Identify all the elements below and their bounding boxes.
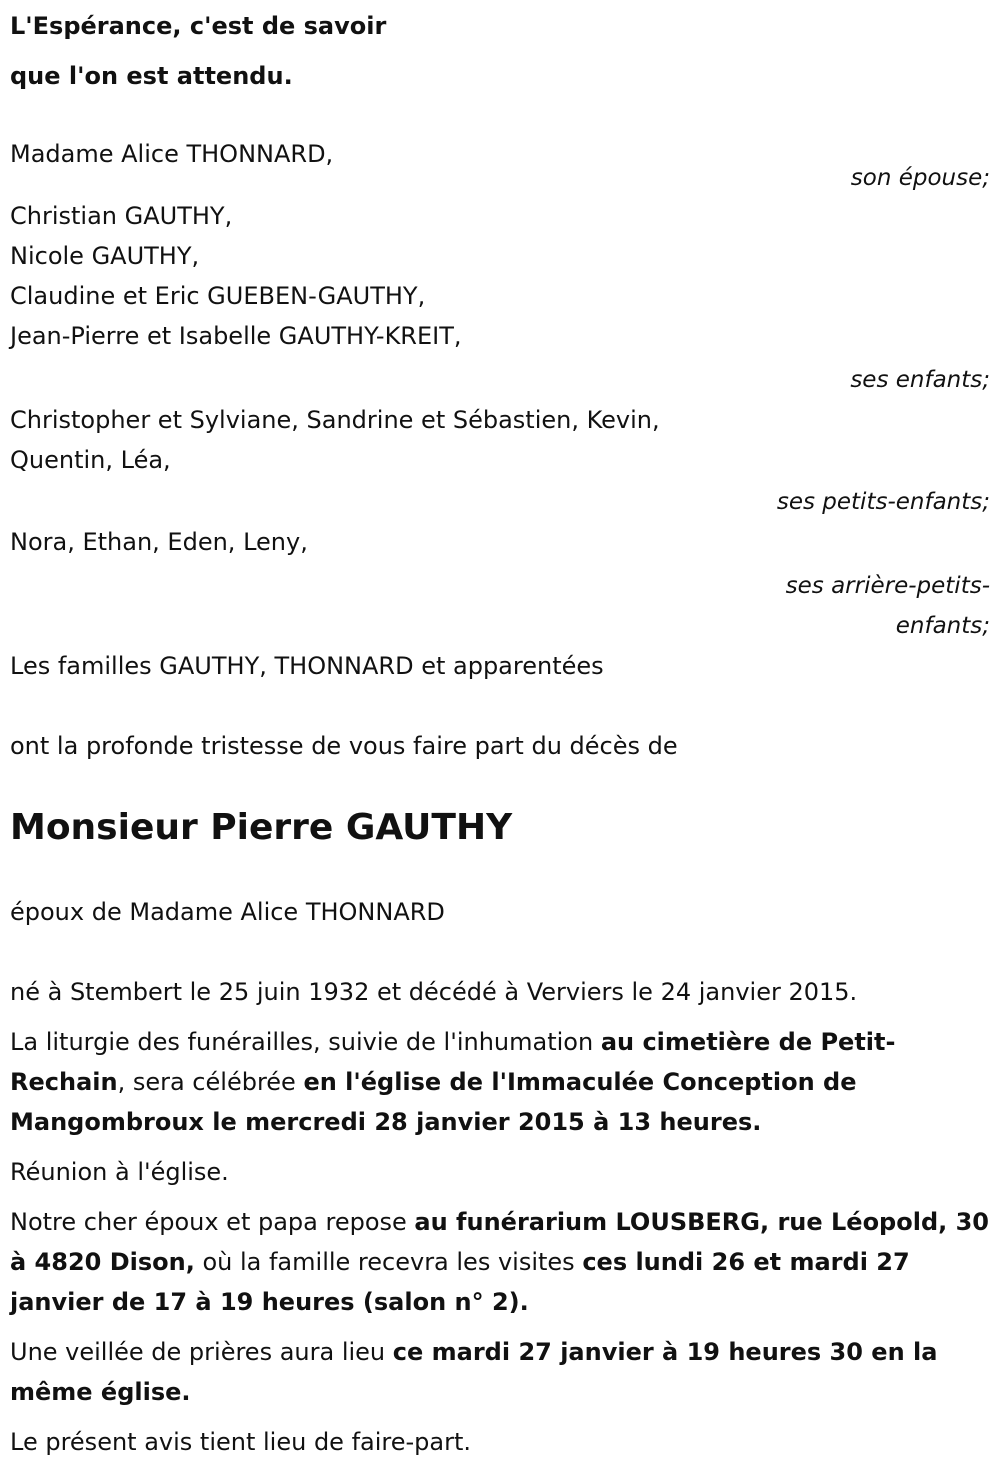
funeral-text-1: La liturgie des funérailles, suivie de l'inhumation (10, 1028, 601, 1056)
grandchildren-line-2: Quentin, Léa, (10, 446, 171, 474)
spouse-role: son épouse; (850, 165, 990, 191)
vigil-details: ce mardi 27 janvier à 19 heures 30 en la même église. (10, 1338, 938, 1406)
deceased-name: Monsieur Pierre GAUTHY (10, 807, 513, 848)
child-1: Christian GAUTHY, (10, 202, 233, 230)
funeral-cemetery: au cimetière de Petit-Rechain (10, 1028, 896, 1096)
announcement: ont la profonde tristesse de vous faire part du décès de (10, 732, 678, 760)
spouse-name: Madame Alice THONNARD, (10, 140, 334, 168)
quote (10, 1, 990, 101)
funeral-paragraph (10, 1022, 990, 1142)
grandchildren-role: ses petits-enfants; (776, 489, 990, 515)
visits-text-2: où la famille recevra les visites (194, 1248, 583, 1276)
great-grandchildren-role-2: enfants; (895, 613, 990, 639)
child-2: Nicole GAUTHY, (10, 242, 200, 270)
children-role: ses enfants; (850, 367, 990, 393)
visits-paragraph (10, 1202, 990, 1322)
quote-line-2: que l'on est attendu. (10, 62, 293, 90)
visits-text-1: Notre cher époux et papa repose (10, 1208, 415, 1236)
visits-schedule: ces lundi 26 et mardi 27 janvier de 17 à 19 heures (salon n° 2). (10, 1248, 910, 1316)
great-grandchildren-role-1: ses arrière-petits- (785, 573, 990, 599)
great-grandchildren: Nora, Ethan, Eden, Leny, (10, 528, 308, 556)
deceased-relation: époux de Madame Alice THONNARD (10, 898, 445, 926)
visits-funeral-home: au funérarium LOUSBERG, rue Léopold, 30 à 4820 Dison, (10, 1208, 990, 1276)
funeral-church-date: en l'église de l'Immaculée Conception de Mangombroux le mercredi 28 janvier 2015 à 13 heures. (10, 1068, 857, 1136)
vigil-paragraph (10, 1332, 990, 1412)
funeral-text-2: , sera célébrée (117, 1068, 304, 1096)
quote-line-1: L'Espérance, c'est de savoir (10, 12, 387, 40)
families: Les familles GAUTHY, THONNARD et apparentées (10, 652, 604, 680)
deceased-dates: né à Stembert le 25 juin 1932 et décédé à Verviers le 24 janvier 2015. (10, 978, 858, 1006)
closing: Le présent avis tient lieu de faire-part. (10, 1428, 472, 1456)
vigil-text-1: Une veillée de prières aura lieu (10, 1338, 393, 1366)
child-3: Claudine et Eric GUEBEN-GAUTHY, (10, 282, 426, 310)
obituary-notice (10, 0, 990, 1462)
child-4: Jean-Pierre et Isabelle GAUTHY-KREIT, (10, 322, 462, 350)
meeting: Réunion à l'église. (10, 1158, 229, 1186)
grandchildren-line-1: Christopher et Sylviane, Sandrine et Sébastien, Kevin, (10, 406, 660, 434)
